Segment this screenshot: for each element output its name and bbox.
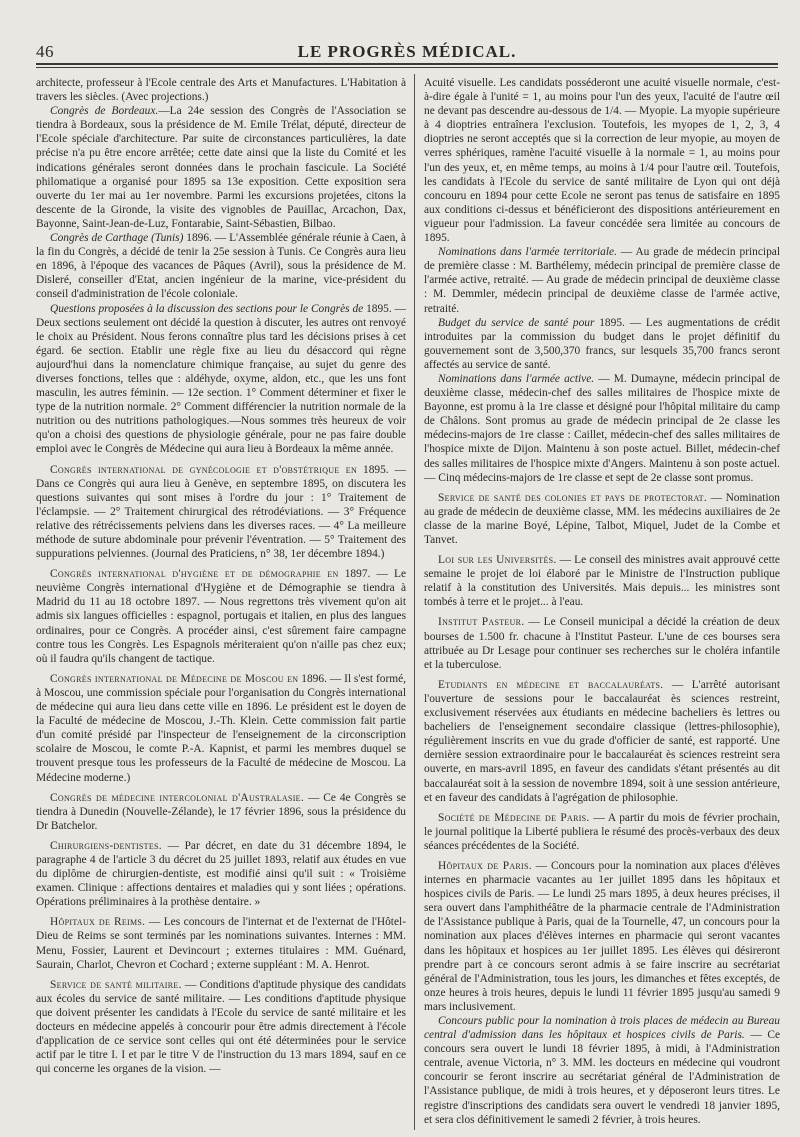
article-body: — L'arrêté autorisant l'ouverture de sessions pour le baccalauréat ès sciences restreint, exclusivement réservées aux étudiants en médecine bacheliers ès lettres ou bacheliers de l'enseignement secondaire classique (lettres-philosophie), régulièrement inscrits en vue du grade d'officier de santé, est rapporté. Une dernière session extraordinaire pour le baccalauréat ès sciences restreint sera ouverte, en mars-avril 1895, en faveur des candidats s'étant présentés au dit baccalauréat soit à la session de novembre 1894, soit à une session antérieure, et en faveur des candidats à l'agrégation de philosophie. xyxy=(424,678,780,804)
article-heading: Congrès international de Médecine de Moscou en xyxy=(50,672,299,685)
header-rule-thin xyxy=(36,67,778,68)
article-paragraph xyxy=(36,463,406,562)
article-paragraph xyxy=(36,302,406,457)
article-body: Acuité visuelle. Les candidats posséderont une acuité visuelle normale, c'est-à-dire égale à l'unité = 1, au moins pour l'un des yeux, l'acuité de l'autre œil ne devant pas descendre au-dessous de 1/4. — Myopie. La myopie supérieure à 4 dioptries entraînera l'exclusion. Toutefois, les myopes de 1, 2, 3, 4 dioptries ne seront acceptés que si la correction de leur myopie, au moyen de verres sphériques, ramène l'acuité visuelle à la normale = 1, au moins pour l'un des yeux, et, en même temps, au moins à 1/4 pour l'autre œil. Toutefois, les candidats à l'Ecole du service de santé militaire de Lyon qui ont déjà concouru en 1894 pour cette Ecole ne seront pas tenus de satisfaire en 1895 aux conditions ci-dessus et bénéficieront des dispositions antérieurement en vigueur pour l'admission. La faveur concédée sera limitée au concours de 1895. xyxy=(424,77,780,245)
article-paragraph xyxy=(424,1014,780,1127)
article-body: — Ce 4e Congrès se tiendra à Dunedin (Nouvelle-Zélande), le 17 février 1896, sous la présidence du Dr Batchelor. xyxy=(36,791,406,832)
article-paragraph xyxy=(36,791,406,833)
article-paragraph xyxy=(36,978,406,1077)
article-paragraph xyxy=(424,372,780,485)
article-heading: Nominations dans l'armée active. xyxy=(438,372,595,385)
article-body: — Au grade de médecin principal de première classe : M. Barthélemy, médecin principal de première classe de l'armée active, retraité. — Au grade de médecin principal de deuxième classe : M. Demmler, médecin principal de deuxième classe de l'armée active, retraité. xyxy=(424,246,780,315)
article-body: — M. Dumayne, médecin principal de deuxième classe, médecin-chef des salles militaires de l'hospice mixte de Bayonne, est promu à la 1re classe et désigné pour l'hôpital militaire du camp de Châlons. Sont promus au grade de médecin principal de 2e classe les médecins-majors de 1re classe : Caillet, médecin-chef des salles militaires de l'hospice mixte de Dijon. Maintenu à son poste actuel. Billet, médecin-chef des salles militaires de l'hospice mixte d'Angers. Maintenu à son poste actuel. — Cinq médecins-majors de 1re classe et sept de 2e classe sont promus. xyxy=(424,372,780,484)
article-paragraph xyxy=(424,859,780,1014)
article-paragraph xyxy=(36,672,406,785)
article-heading: Congrès international de gynécologie et d'obstétrique en xyxy=(50,463,358,476)
article-body: — Conditions d'aptitude physique des candidats aux écoles du service de santé militaire. — Les conditions d'aptitude physique que doivent présenter les candidats à l'Ecole du service de santé militaire et les docteurs en médecine appelés à concourir pour être admis directement à l'école d'application de ce service sont celles qui ont été déterminées pour le service actif par le titre I. I et par le titre V de l'instruction du 13 mars 1894, sauf en ce qui concerne les organes de la vision. — xyxy=(36,978,406,1076)
article-heading: Congrès de Carthage (Tunis) xyxy=(50,232,184,245)
article-heading: Chirurgiens-dentistes. xyxy=(50,839,162,852)
article-paragraph xyxy=(424,615,780,671)
article-heading: Budget du service de santé pour xyxy=(438,316,595,329)
article-heading: Société de Médecine de Paris. xyxy=(438,811,590,824)
article-paragraph xyxy=(424,553,780,609)
article-heading: Congrès international d'hygiène et de démographie en xyxy=(50,568,339,581)
article-paragraph xyxy=(424,811,780,853)
article-heading: Etudiants en médecine et baccalauréats. xyxy=(438,678,664,691)
article-paragraph xyxy=(36,76,406,104)
article-body: —La 24e session des Congrès de l'Association se tiendra à Bordeaux, sous la présidence de M. Emile Trélat, député, directeur de l'Ecole spéciale d'architecture. Par suite de circonstances particulières, la date précise n'a pu être encore arrêtée; cette date ainsi que la liste du Comité et les indications générales seront données dans le prochain fascicule. La Société philomatique a organisé pour 1895 sa 13e exposition. Cette exposition sera ouverte du 1er mai au 1er novembre. Parmi les excursions projetées, citons la descente de la Gironde, la visite des vignobles de Pauillac, Arcachon, Dax, Bayonne, Saint-Jean-de-Luz, Fontarabie, Saint-Sébastien, Bilbao. xyxy=(36,105,406,230)
article-body: 1895. — Dans ce Congrès qui aura lieu à Genève, en septembre 1895, on discutera les questions suivantes qui sont mises à l'ordre du jour : 1° Traitement de l'éclampsie. — 2° Traitement chirurgical des rétrodéviations. — 3° Fréquence relative des rétrécissements pelviens dans les diverses races. — 4° La meilleure méthode de suture abdominale pour prévenir l'éventration. — 5° Traitement des suppurations pelviennes. (Journal des Praticiens, n° 38, 1er décembre 1894.) xyxy=(36,463,406,561)
article-paragraph xyxy=(36,915,406,971)
article-body: architecte, professeur à l'Ecole centrale des Arts et Manufactures. L'Habitation à travers les siècles. (Avec projections.) xyxy=(36,77,406,104)
article-body: — Ce concours sera ouvert le lundi 18 février 1895, à midi, à l'Administration centrale, avenue Victoria, n° 3. MM. les docteurs en médecine qui voudront concourir se feront inscrire au secrétariat général de l'Administration de l'Assistance publique, de midi à trois heures, et y déposeront leurs titres. Le registre d'inscriptions des candidats sera ouvert le vendredi 18 janvier 1895, et sera clos définitivement le samedi 2 février, à trois heures. xyxy=(424,1029,780,1126)
article-heading: Hôpitaux de Paris. xyxy=(438,859,532,872)
article-paragraph xyxy=(424,316,780,372)
article-body: — Par décret, en date du 31 décembre 1894, le paragraphe 4 de l'article 3 du décret du 25 juillet 1893, relatif aux études en vue du diplôme de chirurgien-dentiste, est modifié ainsi qu'il suit : « Troisième examen. Clinique : affections dentaires et maladies qui y sont liées ; opérations. Opérations préliminaires à la prothèse dentaire. » xyxy=(36,839,406,909)
article-body: 1896. — L'Assemblée générale réunie à Caen, à la fin du Congrès, a décidé de tenir la 25e session à Tunis. Ce Congrès aura lieu en 1896, à l'époque des vacances de Pâques (Avril), sous la présidence de M. Disleré, conseiller d'Etat, ancien ingénieur de la marine, vice-président du conseil d'administration de l'école coloniale. xyxy=(36,232,406,301)
article-body: — Nomination au grade de médecin de deuxième classe, MM. les médecins auxiliaires de 2e classe de la marine Boyé, Lépine, Talbot, Miquel, Judet de la Combe et Tanvet. xyxy=(424,491,780,546)
journal-title: LE PROGRÈS MÉDICAL. xyxy=(297,42,517,61)
article-heading: Nominations dans l'armée territoriale. xyxy=(438,246,617,259)
article-paragraph xyxy=(36,839,406,909)
article-heading: Concours public pour la nomination à trois places de médecin au Bureau central d'admission dans les hôpitaux et hospices civils de Paris. xyxy=(424,1015,780,1042)
page-number: 46 xyxy=(36,42,54,61)
article-body: — Le conseil des ministres avait approuvé cette semaine le projet de loi élaboré par le Ministre de l'Instruction publique relatif à la constitution des Universités. Mais depuis... les ministres sont tombés à terre et le projet... à l'eau. xyxy=(424,554,780,609)
right-column xyxy=(424,76,780,1128)
article-body: — Le Conseil municipal a décidé la création de deux bourses de 1.500 fr. chacune à l'Institut Pasteur. L'une de ces bourses sera attribuée au Dr Lesage pour continuer ses recherches sur le choléra infantile et la tuberculose. xyxy=(424,616,780,671)
article-body: 1896. — Il s'est formé, à Moscou, une commission spéciale pour l'organisation du Congrès international de médecine qui aura lieu dans cette ville en 1896. Le président est le doyen de la Faculté de médecine de Moscou, J.-Th. Klein. Cette commission fait partie d'un comité présidé par l'inspecteur de l'enseignement de la circonscription scolaire de Moscou, le comte P.-A. Kapnist, et parmi les membres duquel se trouvent presque tous les professeurs de la Faculté de médecine de Moscou. La Médecine moderne.) xyxy=(36,672,406,784)
page-header xyxy=(36,40,778,62)
article-paragraph xyxy=(424,678,780,805)
article-heading: Service de santé militaire. xyxy=(50,978,182,991)
article-paragraph xyxy=(424,76,780,245)
column-divider xyxy=(414,74,415,1130)
article-body: — Concours pour la nomination aux places d'élèves internes en pharmacie vacantes au 1er juillet 1895 dans les hôpitaux et hospices civils de Paris. — Le lundi 25 mars 1895, à deux heures précises, il sera ouvert dans l'amphithéâtre de la pharmacie centrale de l'Administration de l'Assistance publique à Paris, quai de la Tournelle, 47, un concours pour la nomination aux places d'élèves internes en pharmacie qui seront vacantes dans les hôpitaux et hospices au 1er juillet 1895. Les élèves qui désireront prendre part à ce concours seront admis à se faire inscrire au secrétariat général de l'Administration, tous les jours, les dimanches et fêtes exceptés, de onze heures à trois heures, depuis le lundi 11 février 1895 jusqu'au samedi 9 mars inclusivement. xyxy=(424,859,780,1013)
article-heading: Institut Pasteur. xyxy=(438,616,525,629)
article-heading: Loi sur les Universités. xyxy=(438,554,557,567)
header-rule-thick xyxy=(36,63,778,65)
article-paragraph xyxy=(36,231,406,301)
article-heading: Congrès de médecine intercolonial d'Australasie. xyxy=(50,791,304,804)
article-paragraph xyxy=(424,491,780,547)
article-paragraph xyxy=(36,104,406,231)
article-body: — A partir du mois de février prochain, le journal politique la Liberté publiera le résumé des procès-verbaux des deux séances précédentes de la Société. xyxy=(424,811,780,852)
article-heading: Hôpitaux de Reims. xyxy=(50,916,146,929)
left-column xyxy=(36,76,406,1128)
article-body: 1895. — Deux sections seulement ont décidé la question à discuter, les autres ont renvoyé le choix au Président. Nous ferons connaître plus tard les décisions prises à cet égard. 6e section. Etablir une règle fixe au lieu du désaccord qui règne aujourd'hui dans la nomenclature chimique française, au sujet du genre des diverses fonctions, telles que : aldéhyde, oxyme, aldon, etc., que les uns font masculin, les autres féminin. — 12e section. 1° Comment déterminer et fixer le type de la nutrition normale. 2° Comment différencier la nutrition normale de la nutrition ou des nutritions pathologiques.—Nous sommes très heureux de voir qu'on a choisi des questions de physiologie générale, pour ne pas faire double emploi avec le Congrès de Médecine qui aura lieu à Bordeaux la même année. xyxy=(36,302,406,456)
article-paragraph xyxy=(424,245,780,315)
article-body: — Les concours de l'internat et de l'externat de l'Hôtel-Dieu de Reims se sont terminés par les nominations suivantes. Internes : MM. Menu, Fossier, Laurent et Devincourt ; externes titulaires : MM. Guénard, Saurain, Charlot, Chevron et Cochard ; externe suppléant : M. A. Henrot. xyxy=(36,916,406,971)
article-paragraph xyxy=(36,567,406,666)
article-heading: Questions proposées à la discussion des sections pour le Congrès de xyxy=(50,302,364,315)
article-heading: Congrès de Bordeaux. xyxy=(50,105,159,118)
article-body: 1895. — Les augmentations de crédit introduites par la commission du budget dans le projet définitif du gouvernement sont de 3,500,370 francs, sur lesquels 35,700 francs seront affectés au service de santé. xyxy=(424,316,780,371)
article-heading: Service de santé des colonies et pays de protectorat. xyxy=(438,491,707,504)
article-body: 1897. — Le neuvième Congrès international d'Hygiène et de Démographie se tiendra à Madrid du 11 au 18 octobre 1897. — Nous regrettons très vivement qu'on ait admis six langues officielles : espagnol, portugais et italien, en plus des langues ordinaires, pour ce Congrès. A procéder ainsi, c'est sûrement faire campagne contre tous les Congrès. Les Espagnols mériteraient qu'on n'aille pas chez eux; où il faudra qu'ils changent de tactique. xyxy=(36,568,406,665)
